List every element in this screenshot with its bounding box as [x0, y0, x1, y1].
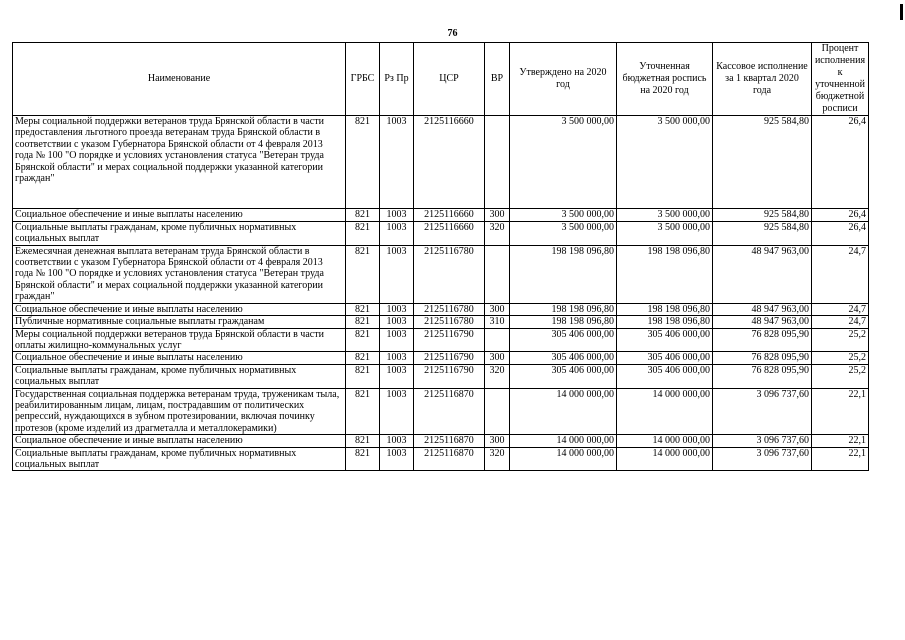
table-row: [13, 316, 869, 328]
table-row: [13, 435, 869, 447]
cell-percent: 25,2: [812, 364, 869, 388]
cell-approved: 14 000 000,00: [510, 435, 617, 447]
table-row: [13, 221, 869, 245]
cell-name: Социальное обеспечение и иные выплаты населению: [13, 303, 346, 315]
cell-refined: 305 406 000,00: [617, 352, 713, 364]
cell-csr: 2125116780: [414, 316, 485, 328]
cell-rzpr: 1003: [380, 388, 414, 435]
cell-grbs: 821: [346, 209, 380, 221]
cell-approved: 14 000 000,00: [510, 388, 617, 435]
cell-rzpr: 1003: [380, 245, 414, 303]
col-header-approved: Утверждено на 2020 год: [510, 43, 617, 116]
cell-name: Меры социальной поддержки ветеранов труда Брянской области в части предоставления льготного проезда ветеранам труда Брянской области в соответствии с указом Губернатора Брянской области от 4 февраля 2013 года № 100 "О порядке и условиях установления статуса "Ветеран труда Брянской области" и мерах социальной поддержки указанной категории граждан": [13, 116, 346, 209]
table-row: [13, 209, 869, 221]
page-number: 76: [447, 28, 458, 39]
cell-grbs: 821: [346, 116, 380, 209]
cell-percent: 25,2: [812, 328, 869, 352]
cell-percent: 22,1: [812, 447, 869, 471]
cell-rzpr: 1003: [380, 209, 414, 221]
cell-percent: 22,1: [812, 435, 869, 447]
cell-vr: 310: [485, 316, 510, 328]
cell-grbs: 821: [346, 447, 380, 471]
cell-approved: 305 406 000,00: [510, 328, 617, 352]
cell-cash: 48 947 963,00: [713, 316, 812, 328]
cell-refined: 198 198 096,80: [617, 303, 713, 315]
cell-refined: 3 500 000,00: [617, 209, 713, 221]
table-row: [13, 447, 869, 471]
cell-refined: 14 000 000,00: [617, 447, 713, 471]
cell-csr: 2125116790: [414, 352, 485, 364]
cell-name: Государственная социальная поддержка ветеранам труда, труженикам тыла, реабилитированным лицам, лицам, пострадавшим от политических репрессий, нуждающихся в зубном протезировании, включая починку протезов (кроме изделий из драгметалла и металлокерамики): [13, 388, 346, 435]
cell-name: Социальное обеспечение и иные выплаты населению: [13, 435, 346, 447]
cell-name: Меры социальной поддержки ветеранов труда Брянской области в части оплаты жилищно-коммунальных услуг: [13, 328, 346, 352]
cell-rzpr: 1003: [380, 116, 414, 209]
cell-cash: 925 584,80: [713, 116, 812, 209]
cell-approved: 14 000 000,00: [510, 447, 617, 471]
cell-cash: 3 096 737,60: [713, 435, 812, 447]
col-header-csr: ЦСР: [414, 43, 485, 116]
cell-grbs: 821: [346, 352, 380, 364]
cell-csr: 2125116660: [414, 116, 485, 209]
cell-percent: 22,1: [812, 388, 869, 435]
cell-csr: 2125116790: [414, 328, 485, 352]
cell-approved: 3 500 000,00: [510, 221, 617, 245]
table-row: [13, 303, 869, 315]
cell-cash: 925 584,80: [713, 221, 812, 245]
cell-refined: 14 000 000,00: [617, 388, 713, 435]
cell-vr: [485, 245, 510, 303]
cell-refined: 14 000 000,00: [617, 435, 713, 447]
cell-rzpr: 1003: [380, 352, 414, 364]
col-header-name: Наименование: [13, 43, 346, 116]
cell-cash: 48 947 963,00: [713, 303, 812, 315]
cell-grbs: 821: [346, 316, 380, 328]
cell-vr: 300: [485, 435, 510, 447]
cell-cash: 3 096 737,60: [713, 388, 812, 435]
table-row: [13, 328, 869, 352]
cell-refined: 198 198 096,80: [617, 245, 713, 303]
cell-csr: 2125116660: [414, 209, 485, 221]
cell-csr: 2125116790: [414, 364, 485, 388]
table-row: [13, 352, 869, 364]
cell-name: Социальные выплаты гражданам, кроме публичных нормативных социальных выплат: [13, 447, 346, 471]
cell-grbs: 821: [346, 303, 380, 315]
cell-approved: 305 406 000,00: [510, 352, 617, 364]
cell-grbs: 821: [346, 388, 380, 435]
table-row: [13, 364, 869, 388]
cell-vr: [485, 328, 510, 352]
cell-percent: 26,4: [812, 221, 869, 245]
col-header-refined: Уточненная бюджетная роспись на 2020 год: [617, 43, 713, 116]
budget-execution-table: [12, 42, 869, 471]
col-header-grbs: ГРБС: [346, 43, 380, 116]
cell-refined: 305 406 000,00: [617, 328, 713, 352]
cell-percent: 26,4: [812, 209, 869, 221]
cell-percent: 26,4: [812, 116, 869, 209]
cell-refined: 198 198 096,80: [617, 316, 713, 328]
cell-rzpr: 1003: [380, 435, 414, 447]
cell-approved: 198 198 096,80: [510, 245, 617, 303]
cell-name: Публичные нормативные социальные выплаты гражданам: [13, 316, 346, 328]
cell-csr: 2125116870: [414, 447, 485, 471]
cell-percent: 24,7: [812, 245, 869, 303]
scan-edge-mark: [900, 4, 903, 20]
cell-vr: 300: [485, 303, 510, 315]
cell-grbs: 821: [346, 435, 380, 447]
cell-cash: 48 947 963,00: [713, 245, 812, 303]
cell-approved: 305 406 000,00: [510, 364, 617, 388]
cell-cash: 76 828 095,90: [713, 328, 812, 352]
cell-cash: 76 828 095,90: [713, 352, 812, 364]
cell-percent: 25,2: [812, 352, 869, 364]
table-row: [13, 245, 869, 303]
cell-refined: 3 500 000,00: [617, 221, 713, 245]
cell-name: Социальное обеспечение и иные выплаты населению: [13, 209, 346, 221]
cell-name: Ежемесячная денежная выплата ветеранам труда Брянской области в соответствии с указом Губернатора Брянской области от 4 февраля 2013 года № 100 "О порядке и условиях установления статуса "Ветеран труда Брянской области" и мерах социальной поддержки указанной категории граждан": [13, 245, 346, 303]
cell-cash: 76 828 095,90: [713, 364, 812, 388]
cell-name: Социальное обеспечение и иные выплаты населению: [13, 352, 346, 364]
cell-grbs: 821: [346, 364, 380, 388]
cell-vr: [485, 388, 510, 435]
cell-vr: 300: [485, 352, 510, 364]
cell-csr: 2125116870: [414, 388, 485, 435]
col-header-rzpr: Рз Пр: [380, 43, 414, 116]
cell-approved: 3 500 000,00: [510, 116, 617, 209]
table-header-row: [13, 43, 869, 116]
cell-vr: [485, 116, 510, 209]
cell-rzpr: 1003: [380, 447, 414, 471]
cell-approved: 198 198 096,80: [510, 303, 617, 315]
cell-csr: 2125116870: [414, 435, 485, 447]
cell-grbs: 821: [346, 221, 380, 245]
table-row: [13, 388, 869, 435]
col-header-percent: Процент исполнения к уточненной бюджетной росписи: [812, 43, 869, 116]
cell-csr: 2125116780: [414, 245, 485, 303]
cell-vr: 320: [485, 364, 510, 388]
cell-csr: 2125116660: [414, 221, 485, 245]
cell-grbs: 821: [346, 245, 380, 303]
cell-vr: 320: [485, 447, 510, 471]
cell-vr: 320: [485, 221, 510, 245]
cell-rzpr: 1003: [380, 364, 414, 388]
cell-refined: 305 406 000,00: [617, 364, 713, 388]
cell-percent: 24,7: [812, 303, 869, 315]
cell-approved: 198 198 096,80: [510, 316, 617, 328]
cell-approved: 3 500 000,00: [510, 209, 617, 221]
col-header-cash: Кассовое исполнение за 1 квартал 2020 года: [713, 43, 812, 116]
col-header-vr: ВР: [485, 43, 510, 116]
cell-refined: 3 500 000,00: [617, 116, 713, 209]
cell-name: Социальные выплаты гражданам, кроме публичных нормативных социальных выплат: [13, 221, 346, 245]
cell-percent: 24,7: [812, 316, 869, 328]
cell-cash: 3 096 737,60: [713, 447, 812, 471]
cell-rzpr: 1003: [380, 328, 414, 352]
cell-cash: 925 584,80: [713, 209, 812, 221]
cell-name: Социальные выплаты гражданам, кроме публичных нормативных социальных выплат: [13, 364, 346, 388]
table-row: [13, 116, 869, 209]
cell-rzpr: 1003: [380, 221, 414, 245]
cell-rzpr: 1003: [380, 303, 414, 315]
cell-csr: 2125116780: [414, 303, 485, 315]
cell-grbs: 821: [346, 328, 380, 352]
cell-rzpr: 1003: [380, 316, 414, 328]
cell-vr: 300: [485, 209, 510, 221]
